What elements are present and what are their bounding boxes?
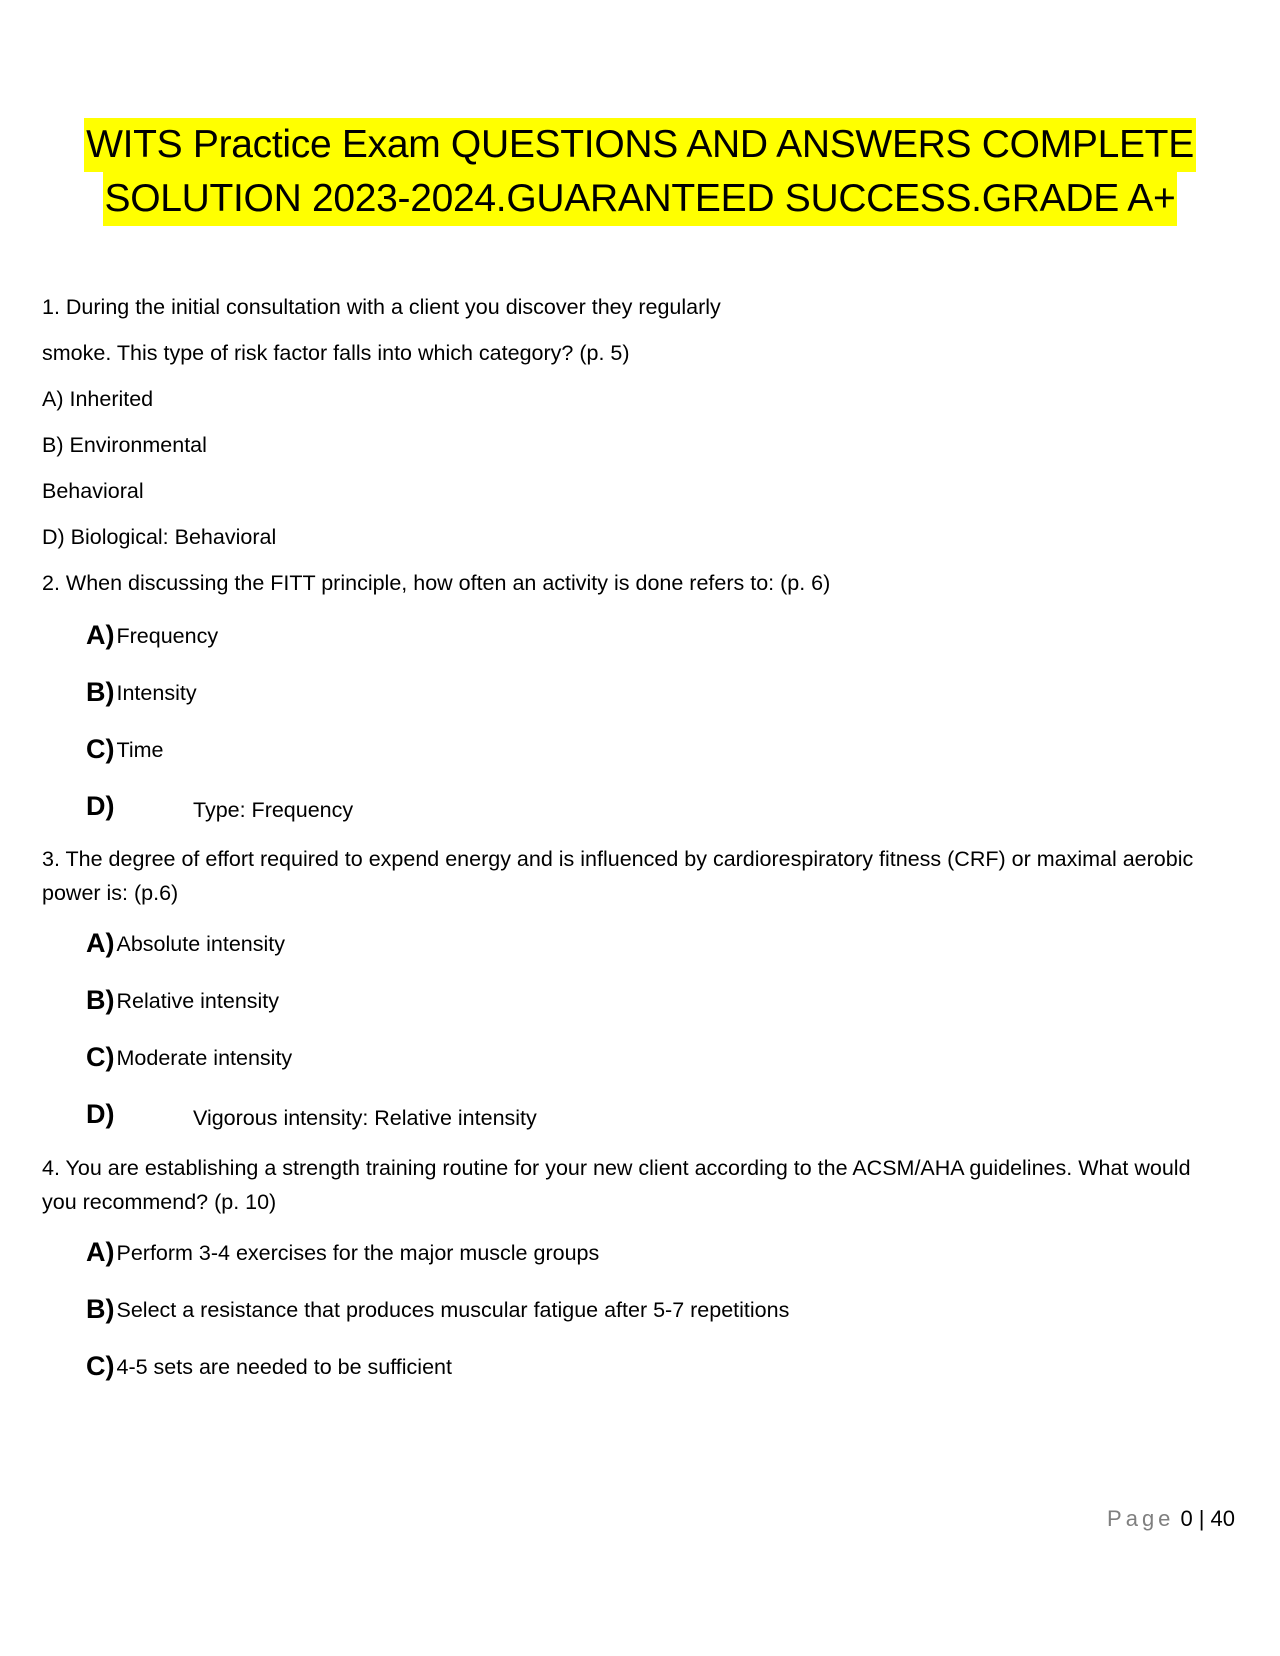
option-letter: D) [86,1099,115,1129]
page-label: Page [1107,1506,1175,1531]
q3-question: 3. The degree of effort required to expend energy and is influenced by cardiorespiratory fitness (CRF) or maximal aerobic power is: (p.6) [42,847,1194,905]
q2-option-b [86,675,197,710]
q4-option-b [86,1292,789,1327]
total-pages: 40 [1210,1506,1235,1531]
option-letter: A) [86,1237,115,1267]
page-separator: | [1198,1506,1205,1531]
option-text: Moderate intensity [116,1046,293,1070]
q2-option-c [86,732,163,767]
option-text: Frequency [116,624,219,648]
q4-option-a [86,1235,599,1270]
q3-option-d [86,1097,537,1132]
q1-line-2: smoke. This type of risk factor falls into which category? (p. 5) [42,341,630,365]
option-text: Perform 3-4 exercises for the major muscle groups [116,1241,600,1265]
option-letter: C) [86,734,115,764]
option-letter: A) [86,928,115,958]
q1-option-d: D) Biological: Behavioral [42,525,277,549]
q1-option-b: B) Environmental [42,433,207,457]
page-number: 0 [1180,1506,1193,1531]
option-letter: C) [86,1351,115,1381]
option-letter: C) [86,1042,115,1072]
option-letter: D) [86,791,115,821]
title-line-1: WITS Practice Exam QUESTIONS AND ANSWERS COMPLETE [84,118,1196,172]
option-text: Absolute intensity [116,932,286,956]
q1-option-c: Behavioral [42,479,144,503]
option-text: 4-5 sets are needed to be sufficient [116,1355,452,1379]
title-line-2: SOLUTION 2023-2024.GUARANTEED SUCCESS.GRADE A+ [103,172,1178,226]
option-text: Type: Frequency [193,798,354,822]
q4-option-c [86,1349,452,1384]
q2-option-a [86,618,218,653]
option-letter: B) [86,985,115,1015]
q3-option-a [86,926,285,961]
q4-question: 4. You are establishing a strength training routine for your new client according to the ACSM/AHA guidelines. What would you recommend? (p. 10) [42,1156,1191,1214]
option-letter: B) [86,677,115,707]
option-text: Vigorous intensity: Relative intensity [193,1106,537,1130]
document-title [60,118,1220,226]
q3-option-c [86,1040,292,1075]
option-letter: A) [86,620,115,650]
option-letter: B) [86,1294,115,1324]
option-text: Relative intensity [116,989,280,1013]
option-text: Time [116,738,164,762]
option-text: Select a resistance that produces muscular fatigue after 5-7 repetitions [116,1298,790,1322]
q1-line-1: 1. During the initial consultation with a client you discover they regularly [42,295,721,319]
page-footer [1107,1504,1235,1534]
q2-option-d [86,789,354,824]
q3-option-b [86,983,279,1018]
q2-question: 2. When discussing the FITT principle, how often an activity is done refers to: (p. 6) [42,571,831,595]
q1-option-a: A) Inherited [42,387,154,411]
option-text: Intensity [116,681,197,705]
